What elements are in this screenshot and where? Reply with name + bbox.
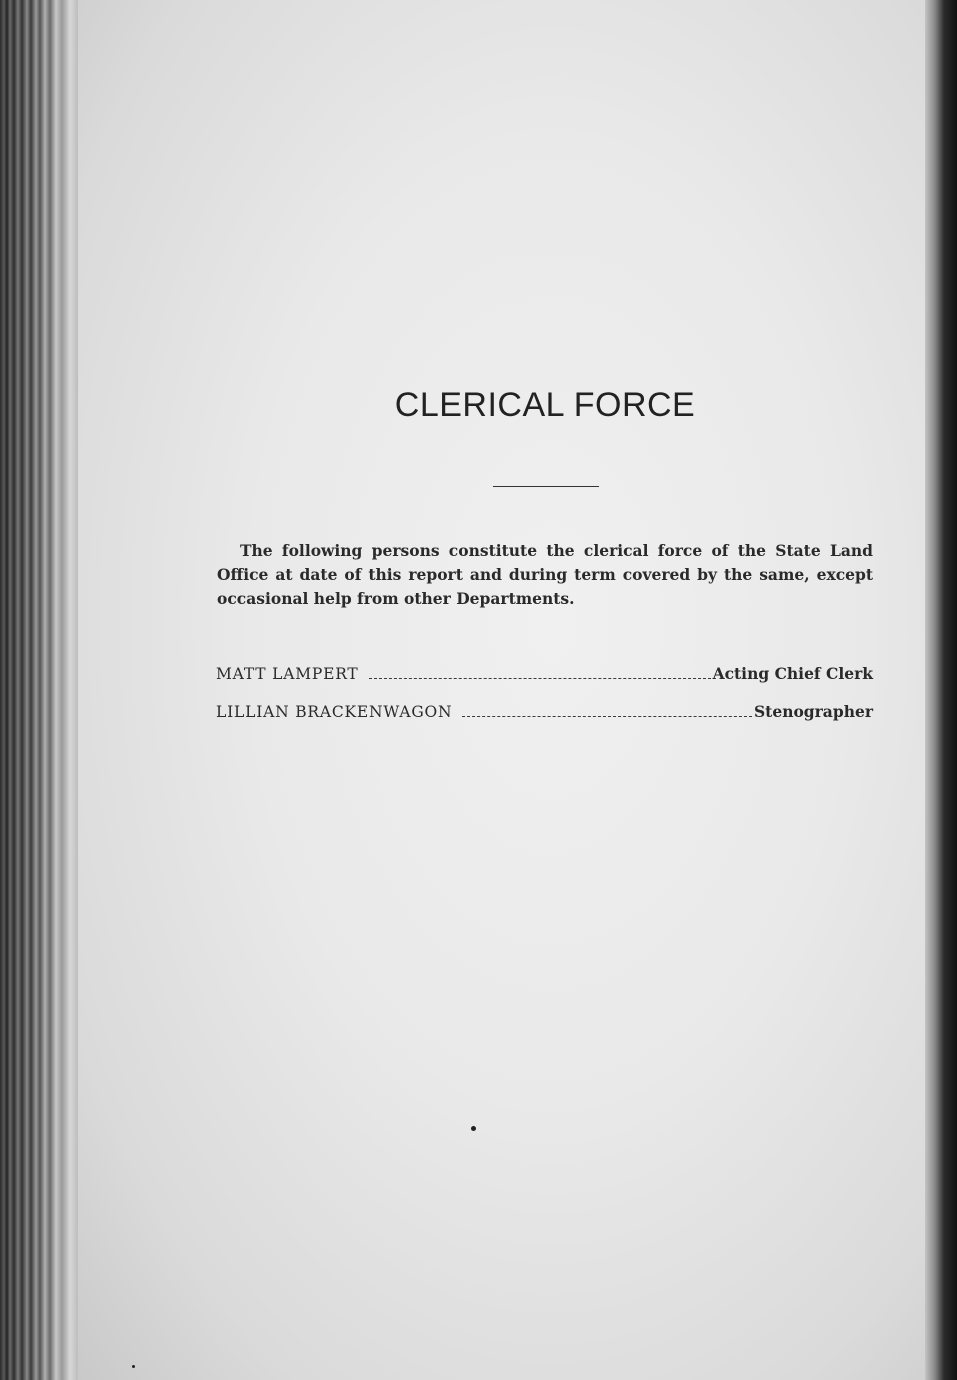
ink-speck [132,1365,135,1368]
dotted-leader [369,678,711,679]
staff-name: MATT LAMPERT [216,665,359,683]
staff-list [216,664,873,740]
staff-position: Stenographer [753,702,873,721]
title-underline-rule [493,486,599,487]
staff-position: Acting Chief Clerk [712,664,873,683]
staff-row [216,664,873,702]
staff-row [216,702,873,740]
dotted-leader [462,716,752,717]
ink-speck [471,1126,476,1131]
page-title: CLERICAL FORCE [394,386,696,424]
intro-paragraph: The following persons constitute the clerical force of the State Land Office at date of this report and during term covered by the same, except occasional help from other Departments. [217,541,873,608]
staff-name: LILLIAN BRACKENWAGON [216,703,453,721]
